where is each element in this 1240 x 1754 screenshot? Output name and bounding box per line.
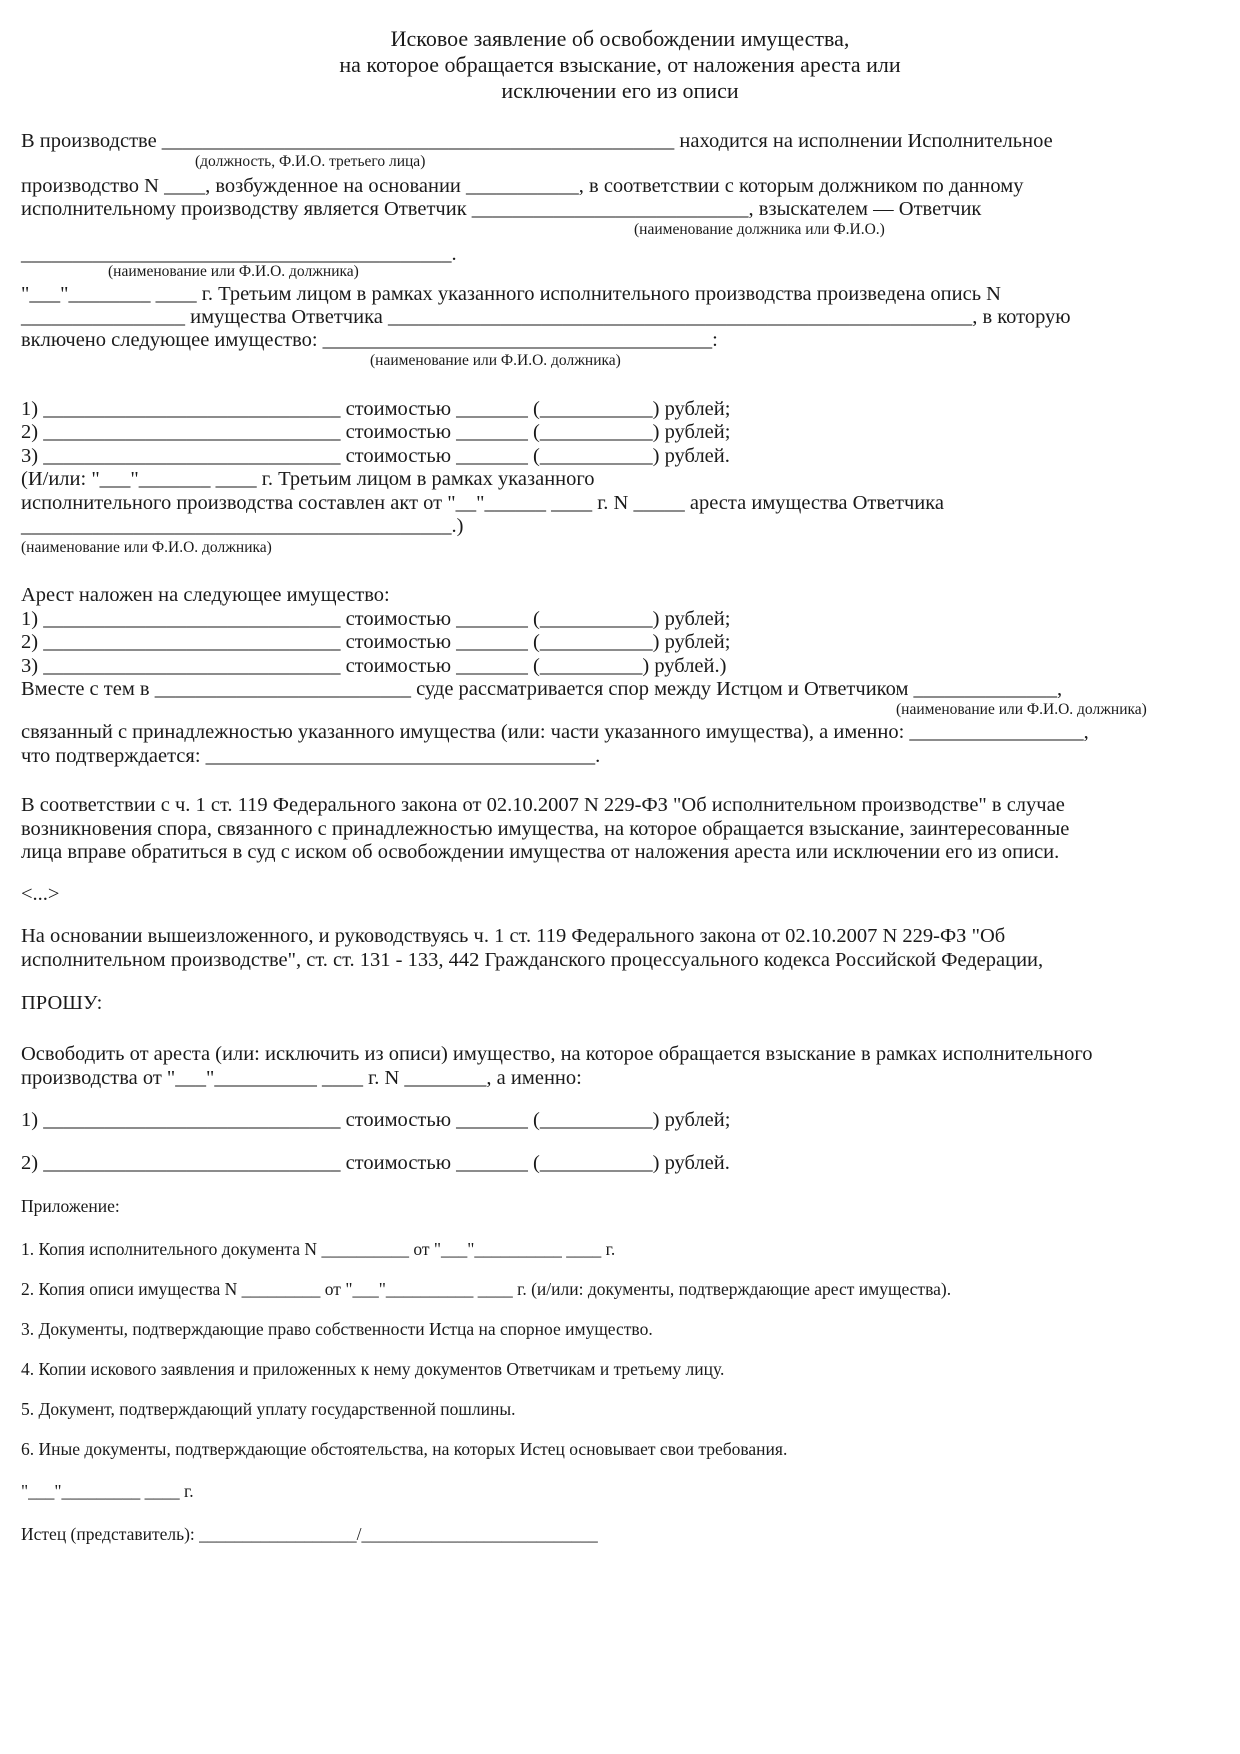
intro-line-7: включено следующее имущество: ______________________________________: [21, 329, 718, 351]
arrest-heading: Арест наложен на следующее имущество: [21, 584, 390, 606]
arrest-item-3: 3) _____________________________ стоимостью _______ (__________) рублей.) [21, 655, 727, 677]
intro-line-1: В производстве __________________________________________________ находится на исполнении Исполнительное [21, 130, 1053, 152]
date-line: "___"_________ ____ г. [21, 1481, 194, 1501]
request-item-1: 1) _____________________________ стоимостью _______ (___________) рублей; [21, 1109, 731, 1131]
arrest-act-line-3: __________________________________________.) [21, 515, 464, 537]
caption-debtor-2: (наименование или Ф.И.О. должника) [108, 263, 359, 280]
attachment-item-2: 2. Копия описи имущества N _________ от "___"__________ ____ г. (и/или: документы, подтверждающие арест имущества). [21, 1279, 952, 1299]
request-item-2: 2) _____________________________ стоимостью _______ (___________) рублей. [21, 1152, 730, 1174]
basis-paragraph-line-2: исполнительном производстве", ст. ст. 131 - 133, 442 Гражданского процессуального кодекса Российской Федерации, [21, 949, 1044, 971]
law-paragraph-line-3: лица вправе обратиться в суд с иском об освобождении имущества от наложения ареста или исключении его из описи. [21, 841, 1060, 863]
dispute-line-1: Вместе с тем в _________________________ суде рассматривается спор между Истцом и Ответчиком ______________, [21, 678, 1063, 700]
request-heading: ПРОШУ: [21, 992, 103, 1014]
ellipsis: <...> [21, 883, 60, 905]
arrest-act-line-2: исполнительного производства составлен акт от "__"______ ____ г. N _____ ареста имущества Ответчика [21, 492, 945, 514]
arrest-act-line-1: (И/или: "___"_______ ____ г. Третьим лицом в рамках указанного [21, 468, 595, 490]
attachments-heading: Приложение: [21, 1196, 120, 1216]
intro-line-5: "___"________ ____ г. Третьим лицом в рамках указанного исполнительного производства произведена опись N [21, 283, 1001, 305]
inventory-item-2: 2) _____________________________ стоимостью _______ (___________) рублей; [21, 421, 731, 443]
caption-debtor-3: (наименование или Ф.И.О. должника) [370, 352, 621, 369]
inventory-item-3: 3) _____________________________ стоимостью _______ (___________) рублей. [21, 445, 730, 467]
attachment-item-5: 5. Документ, подтверждающий уплату государственной пошлины. [21, 1399, 516, 1419]
attachment-item-3: 3. Документы, подтверждающие право собственности Истца на спорное имущество. [21, 1319, 653, 1339]
dispute-line-3: что подтверждается: ______________________________________. [21, 745, 601, 767]
caption-debtor-4: (наименование или Ф.И.О. должника) [21, 539, 272, 556]
caption-officer: (должность, Ф.И.О. третьего лица) [195, 153, 426, 170]
document-title-line-3: исключении его из описи [501, 78, 739, 103]
attachment-item-1: 1. Копия исполнительного документа N __________ от "___"__________ ____ г. [21, 1239, 616, 1259]
intro-line-6: ________________ имущества Ответчика _________________________________________________________, в которую [21, 306, 1071, 328]
law-paragraph-line-1: В соответствии с ч. 1 ст. 119 Федерального закона от 02.10.2007 N 229-ФЗ "Об исполнительном производстве" в случае [21, 794, 1065, 816]
caption-debtor-5: (наименование или Ф.И.О. должника) [896, 701, 1147, 718]
document-title-line-2: на которое обращается взыскание, от наложения ареста или [339, 52, 901, 77]
caption-debtor-1: (наименование должника или Ф.И.О.) [634, 221, 885, 238]
signature-line: Истец (представитель): __________________/___________________________ [21, 1524, 598, 1544]
intro-line-2: производство N ____, возбужденное на основании ___________, в соответствии с которым должником по данному [21, 175, 1024, 197]
document-title-line-1: Исковое заявление об освобождении имущества, [390, 26, 850, 51]
inventory-item-1: 1) _____________________________ стоимостью _______ (___________) рублей; [21, 398, 731, 420]
arrest-item-1: 1) _____________________________ стоимостью _______ (___________) рублей; [21, 608, 731, 630]
dispute-line-2: связанный с принадлежностью указанного имущества (или: части указанного имущества), а именно: _________________, [21, 721, 1089, 743]
attachment-item-4: 4. Копии искового заявления и приложенных к нему документов Ответчикам и третьему лицу. [21, 1359, 725, 1379]
request-paragraph-line-2: производства от "___"__________ ____ г. N ________, а именно: [21, 1067, 582, 1089]
intro-line-4: __________________________________________. [21, 243, 457, 265]
intro-line-3: исполнительному производству является Ответчик ___________________________, взыскателем — Ответчик [21, 198, 982, 220]
request-paragraph-line-1: Освободить от ареста (или: исключить из описи) имущество, на которое обращается взыскание в рамках исполнительного [21, 1043, 1093, 1065]
law-paragraph-line-2: возникновения спора, связанного с принадлежностью имущества, на которое обращается взыскание, заинтересованные [21, 818, 1070, 840]
arrest-item-2: 2) _____________________________ стоимостью _______ (___________) рублей; [21, 631, 731, 653]
basis-paragraph-line-1: На основании вышеизложенного, и руководствуясь ч. 1 ст. 119 Федерального закона от 02.10.2007 N 229-ФЗ "Об [21, 925, 1006, 947]
attachment-item-6: 6. Иные документы, подтверждающие обстоятельства, на которых Истец основывает свои требования. [21, 1439, 788, 1459]
